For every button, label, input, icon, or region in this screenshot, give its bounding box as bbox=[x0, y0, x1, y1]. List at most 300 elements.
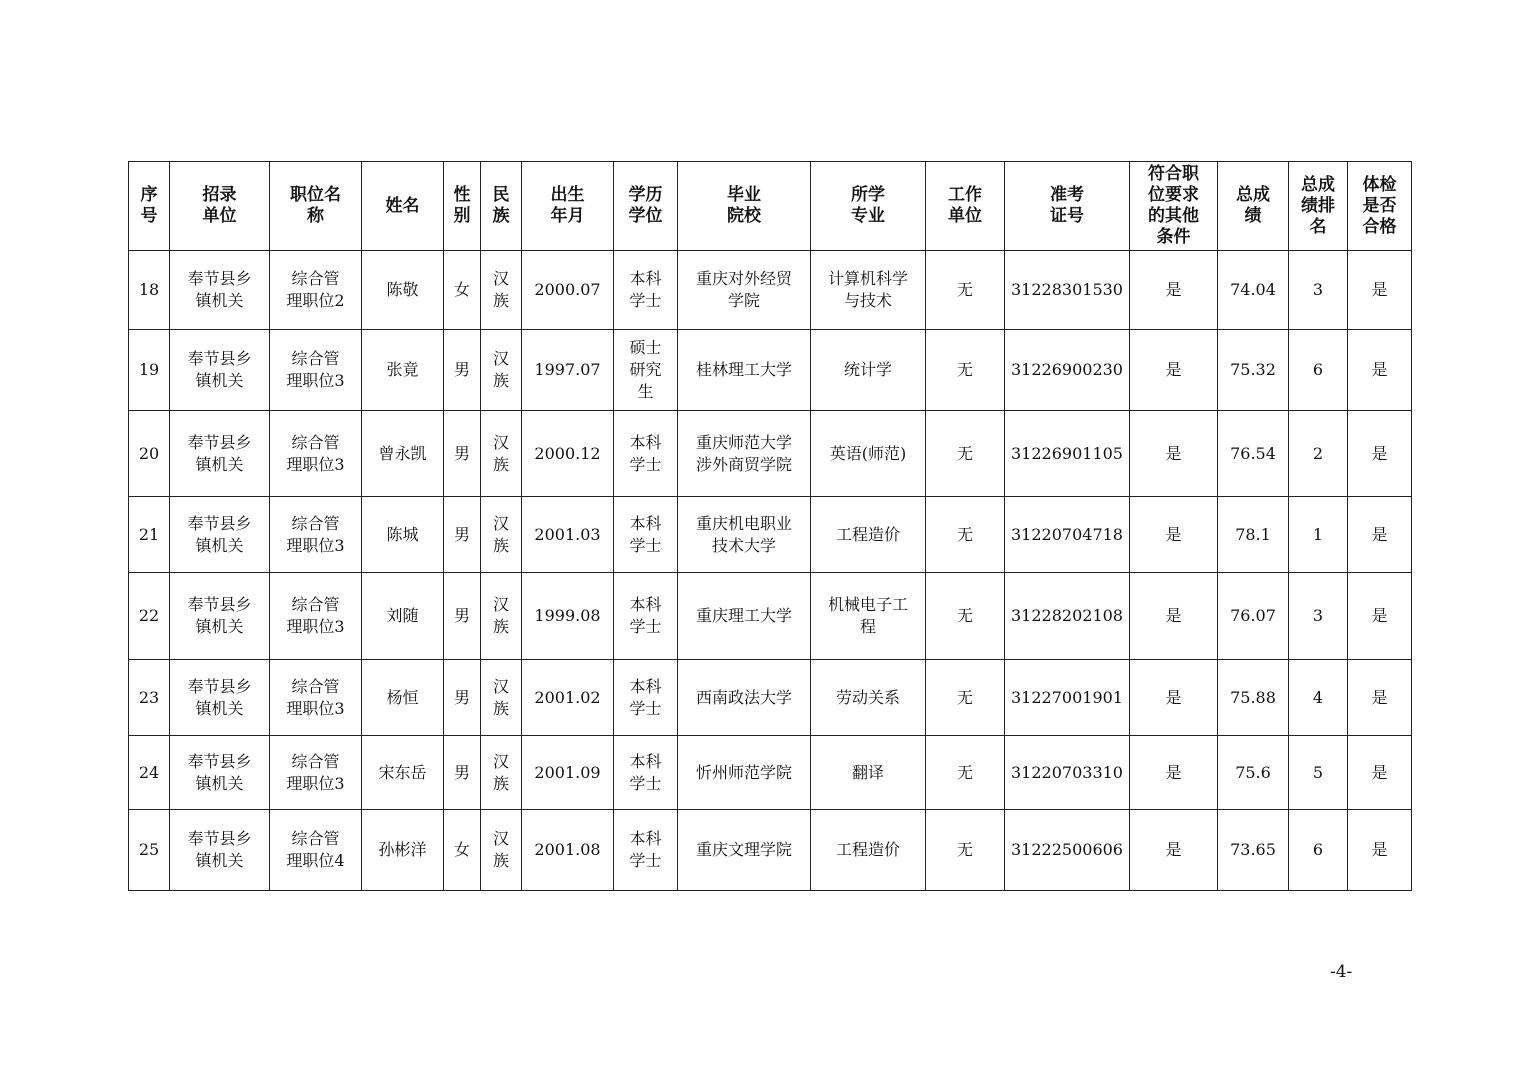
cell-gender bbox=[444, 736, 481, 810]
cell-line: 理职位4 bbox=[286, 851, 345, 870]
cell-line: 奉节县乡 bbox=[187, 513, 252, 533]
header-position bbox=[270, 162, 362, 251]
cell-degree bbox=[614, 497, 678, 573]
header-line: 序 bbox=[140, 185, 158, 205]
cell-line: 男 bbox=[453, 606, 470, 625]
cell-line: 学士 bbox=[629, 291, 662, 310]
header-ethnicity bbox=[481, 162, 522, 251]
cell-line: 理职位3 bbox=[286, 371, 345, 390]
cell-line: 女 bbox=[453, 280, 470, 299]
cell-line: 76.07 bbox=[1230, 606, 1276, 625]
cell-ethnicity bbox=[481, 736, 522, 810]
cell-birth bbox=[522, 497, 614, 573]
header-line: 称 bbox=[307, 206, 324, 226]
cell-line: 学士 bbox=[629, 773, 662, 793]
cell-line: 是 bbox=[1165, 443, 1182, 463]
cell-line: 理职位3 bbox=[286, 617, 345, 636]
header-line: 专业 bbox=[851, 206, 885, 226]
cell-line: 2001.08 bbox=[534, 840, 601, 859]
cell-line: 无 bbox=[956, 524, 973, 544]
cell-degree bbox=[614, 411, 678, 497]
cell-line: 汉 bbox=[492, 751, 509, 771]
header-line: 院校 bbox=[727, 206, 761, 226]
cell-line: 曾永凯 bbox=[378, 443, 427, 463]
cell-line: 硕士 bbox=[629, 338, 662, 357]
cell-rank bbox=[1289, 573, 1348, 660]
header-degree bbox=[614, 162, 678, 251]
cell-line: 31222500606 bbox=[1011, 840, 1123, 859]
cell-line: 2001.09 bbox=[534, 762, 601, 782]
header-line: 总成 bbox=[1301, 174, 1335, 195]
cell-line: 无 bbox=[956, 443, 973, 463]
cell-position bbox=[270, 810, 362, 891]
header-line: 别 bbox=[453, 206, 471, 226]
header-line: 位要求 bbox=[1148, 185, 1199, 205]
cell-major bbox=[811, 573, 926, 660]
cell-line: 31220703310 bbox=[1011, 762, 1123, 782]
cell-line: 族 bbox=[492, 454, 509, 474]
cell-line: 族 bbox=[492, 773, 509, 793]
header-line: 符合职 bbox=[1148, 164, 1199, 184]
cell-medical-check bbox=[1348, 251, 1412, 330]
header-gender bbox=[444, 162, 481, 251]
cell-line: 工程造价 bbox=[835, 840, 900, 859]
cell-line: 综合管 bbox=[291, 432, 340, 452]
cell-line: 镇机关 bbox=[195, 371, 244, 390]
cell-line: 技术大学 bbox=[711, 535, 776, 555]
header-line: 族 bbox=[492, 206, 510, 226]
header-line: 学历 bbox=[628, 185, 663, 205]
cell-line: 本科 bbox=[629, 751, 662, 771]
cell-line: 族 bbox=[492, 617, 509, 636]
cell-line: 统计学 bbox=[843, 360, 892, 379]
cell-unit bbox=[170, 736, 270, 810]
cell-line: 是 bbox=[1371, 443, 1388, 463]
cell-line: 75.6 bbox=[1235, 762, 1271, 782]
cell-line: 无 bbox=[956, 687, 973, 707]
cell-birth bbox=[522, 810, 614, 891]
cell-line: 20 bbox=[138, 443, 160, 463]
cell-line: 陈城 bbox=[386, 524, 419, 544]
cell-line: 综合管 bbox=[291, 829, 340, 848]
cell-exam-id bbox=[1005, 573, 1130, 660]
cell-line: 奉节县乡 bbox=[187, 349, 252, 368]
cell-line: 生 bbox=[637, 382, 654, 401]
cell-line: 学士 bbox=[629, 851, 662, 870]
header-line: 单位 bbox=[202, 206, 237, 226]
cell-line: 是 bbox=[1165, 280, 1182, 299]
cell-line: 奉节县乡 bbox=[187, 829, 252, 848]
header-line: 合格 bbox=[1362, 216, 1397, 237]
cell-ethnicity bbox=[481, 573, 522, 660]
cell-line: 综合管 bbox=[291, 676, 340, 696]
cell-line: 重庆理工大学 bbox=[695, 606, 792, 625]
cell-line: 镇机关 bbox=[195, 291, 244, 310]
header-line: 准考 bbox=[1050, 185, 1084, 205]
table-row bbox=[129, 736, 1412, 810]
cell-employer bbox=[926, 810, 1005, 891]
cell-position bbox=[270, 497, 362, 573]
cell-medical-check bbox=[1348, 736, 1412, 810]
cell-employer bbox=[926, 736, 1005, 810]
cell-name bbox=[362, 736, 444, 810]
cell-line: 4 bbox=[1312, 687, 1324, 707]
table-row bbox=[129, 660, 1412, 736]
cell-gender bbox=[444, 810, 481, 891]
cell-name bbox=[362, 810, 444, 891]
cell-line: 重庆师范大学 bbox=[695, 432, 792, 452]
cell-exam-id bbox=[1005, 736, 1130, 810]
cell-line: 本科 bbox=[629, 513, 662, 533]
cell-other-conditions bbox=[1130, 573, 1218, 660]
cell-other-conditions bbox=[1130, 736, 1218, 810]
cell-line: 程 bbox=[859, 617, 876, 636]
cell-line: 理职位2 bbox=[286, 291, 345, 310]
cell-major bbox=[811, 497, 926, 573]
cell-line: 是 bbox=[1371, 360, 1388, 379]
table-row bbox=[129, 330, 1412, 411]
table-row bbox=[129, 251, 1412, 330]
cell-line: 综合管 bbox=[291, 595, 340, 614]
header-birth bbox=[522, 162, 614, 251]
header-major bbox=[811, 162, 926, 251]
cell-major bbox=[811, 330, 926, 411]
cell-line: 是 bbox=[1165, 360, 1182, 379]
cell-gender bbox=[444, 573, 481, 660]
cell-exam-id bbox=[1005, 330, 1130, 411]
cell-rank bbox=[1289, 251, 1348, 330]
candidate-table bbox=[128, 161, 1412, 891]
cell-line: 综合管 bbox=[291, 349, 340, 368]
cell-ethnicity bbox=[481, 660, 522, 736]
cell-unit bbox=[170, 660, 270, 736]
cell-line: 族 bbox=[492, 851, 509, 870]
header-line: 绩排 bbox=[1301, 195, 1335, 216]
cell-line: 族 bbox=[492, 535, 509, 555]
cell-ethnicity bbox=[481, 330, 522, 411]
cell-line: 31226900230 bbox=[1011, 360, 1123, 379]
cell-line: 是 bbox=[1371, 762, 1388, 782]
cell-school bbox=[678, 330, 811, 411]
cell-line: 重庆文理学院 bbox=[695, 840, 792, 859]
cell-line: 重庆机电职业 bbox=[695, 513, 792, 533]
cell-line: 族 bbox=[492, 291, 509, 310]
cell-line: 劳动关系 bbox=[835, 687, 900, 707]
cell-birth bbox=[522, 660, 614, 736]
cell-line: 镇机关 bbox=[195, 535, 244, 555]
cell-rank bbox=[1289, 810, 1348, 891]
cell-line: 2000.07 bbox=[534, 280, 601, 299]
cell-line: 镇机关 bbox=[195, 698, 244, 718]
cell-line: 镇机关 bbox=[195, 617, 244, 636]
cell-line: 是 bbox=[1371, 606, 1388, 625]
cell-line: 理职位3 bbox=[286, 454, 345, 474]
header-line: 证号 bbox=[1050, 206, 1084, 226]
cell-line: 75.32 bbox=[1230, 360, 1276, 379]
cell-line: 2001.02 bbox=[534, 687, 601, 707]
cell-line: 宋东岳 bbox=[378, 762, 427, 782]
cell-school bbox=[678, 411, 811, 497]
cell-line: 1 bbox=[1312, 524, 1324, 544]
cell-major bbox=[811, 660, 926, 736]
cell-line: 23 bbox=[138, 687, 160, 707]
cell-line: 孙彬洋 bbox=[378, 840, 427, 859]
cell-unit bbox=[170, 497, 270, 573]
cell-gender bbox=[444, 330, 481, 411]
cell-gender bbox=[444, 497, 481, 573]
cell-seq bbox=[129, 573, 170, 660]
cell-line: 陈敬 bbox=[386, 280, 419, 299]
cell-line: 翻译 bbox=[851, 762, 884, 782]
cell-line: 汉 bbox=[492, 829, 509, 848]
cell-degree bbox=[614, 810, 678, 891]
cell-major bbox=[811, 411, 926, 497]
cell-exam-id bbox=[1005, 251, 1130, 330]
cell-line: 男 bbox=[453, 524, 470, 544]
header-line: 的其他 bbox=[1148, 206, 1199, 226]
cell-birth bbox=[522, 411, 614, 497]
cell-line: 重庆对外经贸 bbox=[695, 269, 792, 288]
header-line: 绩 bbox=[1244, 206, 1262, 226]
cell-total-score bbox=[1218, 573, 1289, 660]
cell-name bbox=[362, 330, 444, 411]
cell-other-conditions bbox=[1130, 660, 1218, 736]
header-total-score bbox=[1218, 162, 1289, 251]
cell-unit bbox=[170, 411, 270, 497]
cell-line: 机械电子工 bbox=[827, 595, 908, 614]
cell-rank bbox=[1289, 330, 1348, 411]
cell-line: 忻州师范学院 bbox=[695, 762, 792, 782]
cell-line: 5 bbox=[1312, 762, 1324, 782]
cell-line: 2000.12 bbox=[534, 443, 601, 463]
header-line: 性 bbox=[453, 185, 471, 205]
header-line: 毕业 bbox=[727, 185, 761, 205]
cell-line: 理职位3 bbox=[286, 535, 345, 555]
cell-other-conditions bbox=[1130, 330, 1218, 411]
header-other-conditions bbox=[1130, 162, 1218, 251]
cell-line: 张竟 bbox=[386, 360, 419, 379]
cell-position bbox=[270, 660, 362, 736]
cell-line: 男 bbox=[453, 443, 470, 463]
cell-exam-id bbox=[1005, 660, 1130, 736]
cell-employer bbox=[926, 251, 1005, 330]
cell-line: 无 bbox=[956, 360, 973, 379]
cell-line: 6 bbox=[1312, 360, 1324, 379]
cell-major bbox=[811, 251, 926, 330]
cell-employer bbox=[926, 573, 1005, 660]
cell-line: 刘随 bbox=[386, 606, 419, 625]
header-line: 姓名 bbox=[385, 195, 420, 216]
table-row bbox=[129, 810, 1412, 891]
cell-line: 奉节县乡 bbox=[187, 432, 252, 452]
cell-line: 桂林理工大学 bbox=[695, 360, 792, 379]
cell-line: 无 bbox=[956, 840, 973, 859]
cell-line: 理职位3 bbox=[286, 773, 345, 793]
header-line: 工作 bbox=[948, 185, 982, 205]
cell-line: 本科 bbox=[629, 432, 662, 452]
cell-total-score bbox=[1218, 411, 1289, 497]
cell-line: 汉 bbox=[492, 513, 509, 533]
cell-line: 2001.03 bbox=[534, 524, 601, 544]
cell-line: 奉节县乡 bbox=[187, 595, 252, 614]
cell-employer bbox=[926, 497, 1005, 573]
cell-line: 22 bbox=[138, 606, 160, 625]
cell-line: 31228202108 bbox=[1011, 606, 1123, 625]
cell-name bbox=[362, 411, 444, 497]
cell-rank bbox=[1289, 497, 1348, 573]
cell-line: 汉 bbox=[492, 432, 509, 452]
cell-line: 1997.07 bbox=[534, 360, 601, 379]
cell-major bbox=[811, 810, 926, 891]
cell-name bbox=[362, 497, 444, 573]
cell-line: 奉节县乡 bbox=[187, 751, 252, 771]
cell-line: 男 bbox=[453, 687, 470, 707]
cell-line: 3 bbox=[1312, 280, 1324, 299]
cell-line: 学士 bbox=[629, 617, 662, 636]
cell-line: 6 bbox=[1312, 840, 1324, 859]
cell-total-score bbox=[1218, 660, 1289, 736]
cell-line: 是 bbox=[1371, 687, 1388, 707]
header-medical-check bbox=[1348, 162, 1412, 251]
cell-exam-id bbox=[1005, 411, 1130, 497]
table-header-row bbox=[129, 162, 1412, 251]
cell-position bbox=[270, 411, 362, 497]
cell-medical-check bbox=[1348, 573, 1412, 660]
cell-employer bbox=[926, 660, 1005, 736]
cell-exam-id bbox=[1005, 497, 1130, 573]
cell-line: 汉 bbox=[492, 595, 509, 614]
cell-line: 是 bbox=[1165, 524, 1182, 544]
cell-name bbox=[362, 660, 444, 736]
cell-line: 19 bbox=[138, 360, 160, 379]
cell-employer bbox=[926, 330, 1005, 411]
cell-ethnicity bbox=[481, 411, 522, 497]
cell-line: 镇机关 bbox=[195, 454, 244, 474]
cell-line: 31220704718 bbox=[1011, 524, 1123, 544]
cell-ethnicity bbox=[481, 251, 522, 330]
cell-line: 无 bbox=[956, 762, 973, 782]
header-line: 职位名 bbox=[290, 185, 341, 205]
cell-exam-id bbox=[1005, 810, 1130, 891]
cell-total-score bbox=[1218, 736, 1289, 810]
cell-seq bbox=[129, 736, 170, 810]
header-line: 号 bbox=[140, 206, 158, 226]
cell-line: 男 bbox=[453, 360, 470, 379]
cell-line: 76.54 bbox=[1230, 443, 1276, 463]
header-line: 年月 bbox=[550, 206, 585, 226]
table-row bbox=[129, 497, 1412, 573]
cell-line: 是 bbox=[1165, 762, 1182, 782]
cell-line: 学士 bbox=[629, 698, 662, 718]
cell-total-score bbox=[1218, 330, 1289, 411]
cell-line: 31228301530 bbox=[1011, 280, 1123, 299]
cell-gender bbox=[444, 251, 481, 330]
cell-position bbox=[270, 736, 362, 810]
cell-employer bbox=[926, 411, 1005, 497]
cell-line: 杨恒 bbox=[386, 687, 419, 707]
cell-total-score bbox=[1218, 497, 1289, 573]
cell-birth bbox=[522, 251, 614, 330]
header-employer bbox=[926, 162, 1005, 251]
header-rank bbox=[1289, 162, 1348, 251]
cell-line: 78.1 bbox=[1235, 524, 1271, 544]
cell-seq bbox=[129, 660, 170, 736]
cell-total-score bbox=[1218, 251, 1289, 330]
cell-line: 汉 bbox=[492, 349, 509, 368]
cell-school bbox=[678, 497, 811, 573]
cell-line: 1999.08 bbox=[534, 606, 601, 625]
cell-other-conditions bbox=[1130, 411, 1218, 497]
cell-line: 计算机科学 bbox=[827, 269, 908, 288]
cell-line: 2 bbox=[1312, 443, 1324, 463]
cell-line: 理职位3 bbox=[286, 698, 345, 718]
cell-line: 综合管 bbox=[291, 269, 340, 288]
page-number: -4- bbox=[1330, 962, 1353, 982]
cell-line: 73.65 bbox=[1230, 840, 1276, 859]
cell-gender bbox=[444, 660, 481, 736]
cell-other-conditions bbox=[1130, 810, 1218, 891]
header-line: 学位 bbox=[628, 206, 663, 226]
cell-school bbox=[678, 660, 811, 736]
cell-line: 汉 bbox=[492, 676, 509, 696]
cell-medical-check bbox=[1348, 660, 1412, 736]
cell-school bbox=[678, 251, 811, 330]
cell-ethnicity bbox=[481, 497, 522, 573]
cell-gender bbox=[444, 411, 481, 497]
cell-position bbox=[270, 573, 362, 660]
header-unit bbox=[170, 162, 270, 251]
cell-medical-check bbox=[1348, 497, 1412, 573]
header-line: 单位 bbox=[948, 206, 982, 226]
cell-degree bbox=[614, 736, 678, 810]
cell-rank bbox=[1289, 411, 1348, 497]
table-row bbox=[129, 573, 1412, 660]
cell-line: 本科 bbox=[629, 595, 662, 614]
cell-birth bbox=[522, 330, 614, 411]
cell-line: 是 bbox=[1371, 524, 1388, 544]
cell-name bbox=[362, 573, 444, 660]
cell-position bbox=[270, 251, 362, 330]
cell-rank bbox=[1289, 736, 1348, 810]
cell-line: 学士 bbox=[629, 535, 662, 555]
cell-line: 女 bbox=[453, 840, 470, 859]
cell-major bbox=[811, 736, 926, 810]
cell-seq bbox=[129, 411, 170, 497]
cell-line: 西南政法大学 bbox=[695, 687, 792, 707]
header-exam-id bbox=[1005, 162, 1130, 251]
cell-line: 奉节县乡 bbox=[187, 269, 252, 288]
cell-line: 工程造价 bbox=[835, 524, 900, 544]
cell-line: 是 bbox=[1371, 280, 1388, 299]
cell-line: 无 bbox=[956, 280, 973, 299]
table-body bbox=[129, 251, 1412, 891]
cell-seq bbox=[129, 497, 170, 573]
cell-degree bbox=[614, 573, 678, 660]
cell-line: 族 bbox=[492, 698, 509, 718]
cell-medical-check bbox=[1348, 330, 1412, 411]
cell-other-conditions bbox=[1130, 251, 1218, 330]
cell-line: 75.88 bbox=[1230, 687, 1276, 707]
cell-line: 31227001901 bbox=[1011, 687, 1123, 707]
cell-degree bbox=[614, 330, 678, 411]
cell-degree bbox=[614, 251, 678, 330]
header-seq bbox=[129, 162, 170, 251]
cell-line: 21 bbox=[138, 524, 160, 544]
cell-degree bbox=[614, 660, 678, 736]
cell-position bbox=[270, 330, 362, 411]
header-line: 出生 bbox=[550, 185, 585, 205]
header-line: 总成 bbox=[1236, 185, 1270, 205]
